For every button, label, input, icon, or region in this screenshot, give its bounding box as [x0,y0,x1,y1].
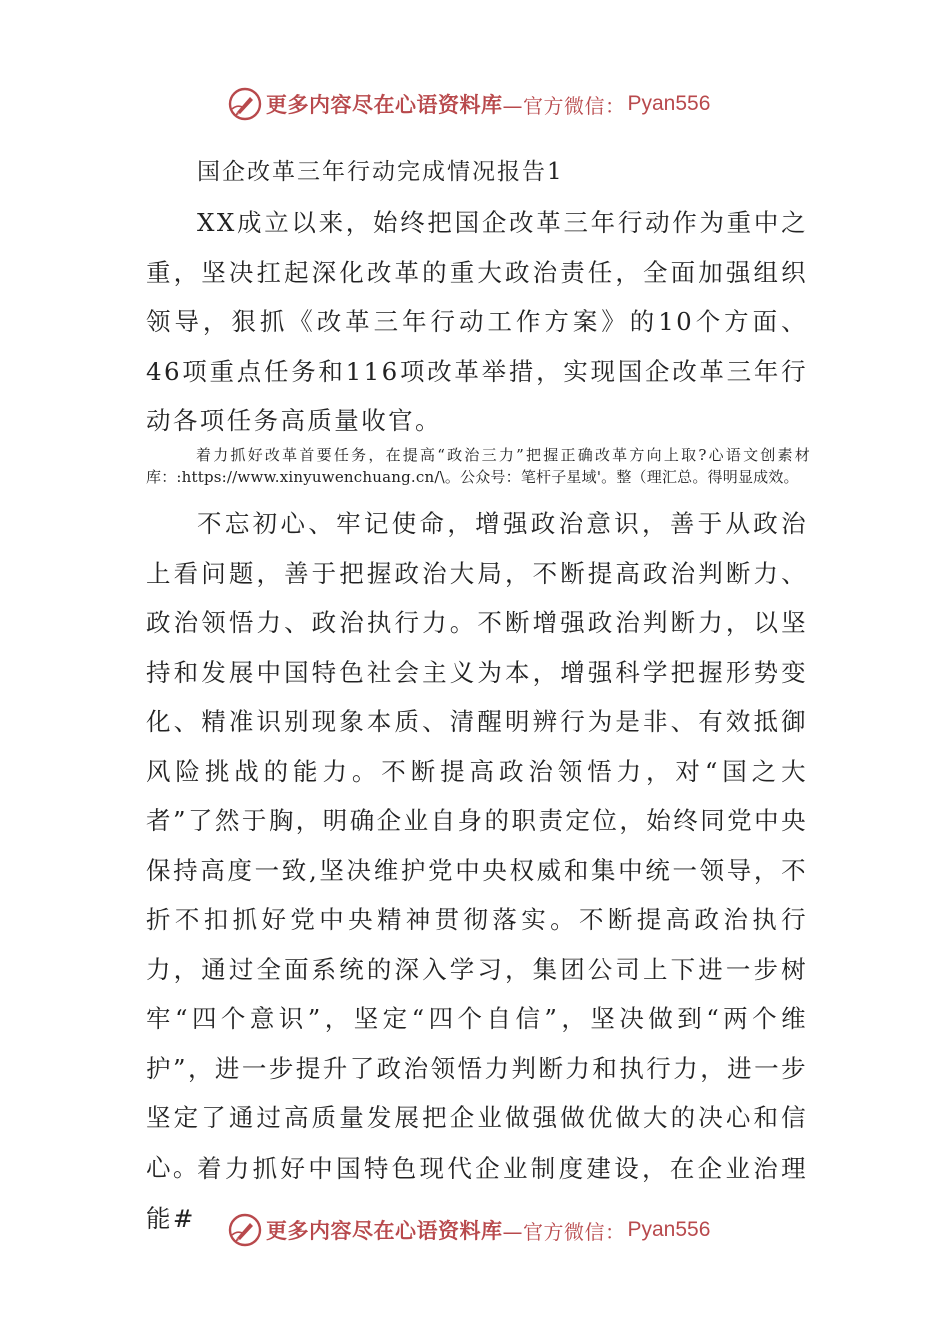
banner-sub-text: —官方微信： [502,93,626,118]
paragraph-note: 着力抓好改革首要任务，在提高“政治三力”把握正确改革方向上取?心语文创素材库：:https://www.xinyuwenchuang.cn/\。公众号：笔杆子星域'。整（理汇总。得明显成效。 [146,446,810,486]
banner-sub-text: —官方微信： [502,1219,626,1244]
banner-wechat-id: Pyan556 [627,92,711,115]
paragraph-governance: 着力抓好中国特色现代企业制度建设，在企业治理能# [146,1154,808,1233]
banner-main-text: 更多内容尽在心语资料库 [266,1218,503,1243]
paragraph-intro: XX成立以来，始终把国企改革三年行动作为重中之重，坚决扛起深化改革的重大政治责任，全面加强组织领导，狠抓《改革三年行动工作方案》的10个方面、46项重点任务和116项改革举措，实现国企改革三年行动各项任务高质量收官。 [146,208,808,435]
banner-wechat-id: Pyan556 [627,1218,711,1241]
footer-banner [228,1212,710,1248]
header-banner [228,86,710,122]
banner-main-text: 更多内容尽在心语资料库 [266,92,503,117]
paragraph-political: 不忘初心、牢记使命，增强政治意识，善于从政治上看问题，善于把握政治大局，不断提高政治判断力、政治领悟力、政治执行力。不断增强政治判断力，以坚持和发展中国特色社会主义为本，增强科学把握形势变化、精准识别现象本质、清醒明辨行为是非、有效抵御风险挑战的能力。不断提高政治领悟力，对“国之大者”了然于胸，明确企业自身的职责定位，始终同党中央保持高度一致,坚决维护党中央权威和集中统一领导，不折不扣抓好党中央精神贯彻落实。不断提高政治执行力，通过全面系统的深入学习，集团公司上下进一步树牢“四个意识”，坚定“四个自信”，坚决做到“两个维护”，进一步提升了政治领悟力判断力和执行力，进一步坚定了通过高质量发展把企业做强做优做大的决心和信心。 [146,509,808,1182]
pen-logo-icon [228,87,262,121]
pen-logo-icon [228,1213,262,1247]
document-title: 国企改革三年行动完成情况报告1 [197,159,564,185]
